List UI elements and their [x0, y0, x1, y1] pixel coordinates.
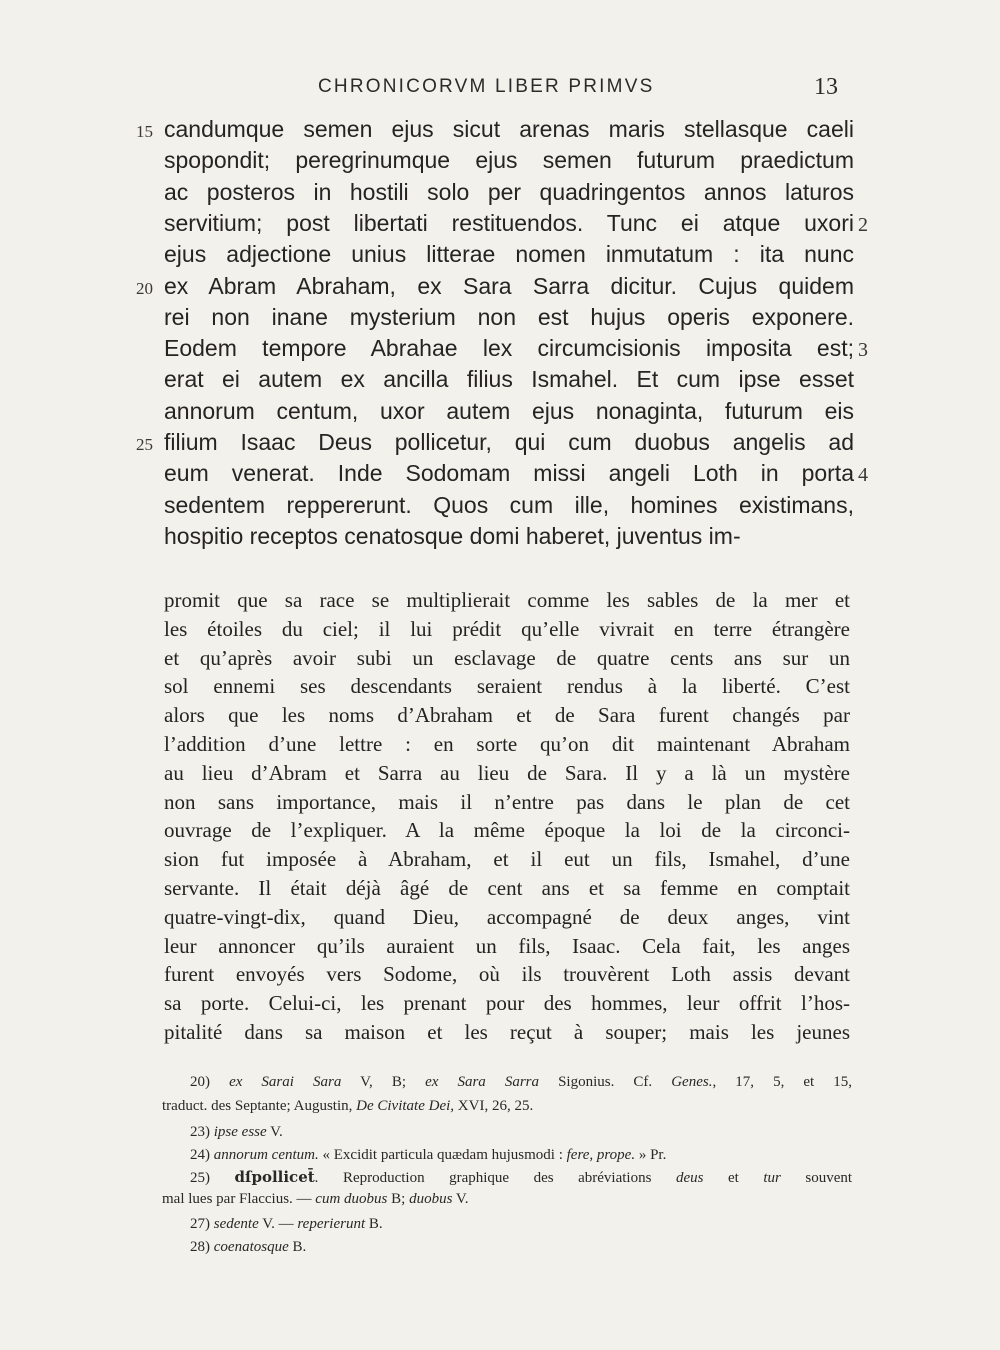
french-text-line: au lieu d’Abram et Sarra au lieu de Sara. Il y a là un mystère — [164, 761, 850, 785]
latin-text-line: filium Isaac Deus pollicetur, qui cum duobus angelis ad — [164, 429, 854, 455]
page-number: 13 — [814, 74, 838, 100]
running-title: CHRONICORVM LIBER PRIMVS — [318, 76, 655, 97]
line-number: 25 — [136, 435, 153, 454]
footnote-20-continued: traduct. des Septante; Augustin, De Civitate Dei, XVI, 26, 25. — [162, 1098, 534, 1114]
latin-text-line: rei non inane mysterium non est hujus operis exponere. — [164, 304, 854, 330]
french-text-line: et qu’après avoir subi un esclavage de quatre cents ans sur un — [164, 646, 850, 670]
latin-text-line: ac posteros in hostili solo per quadringentos annos laturos — [164, 179, 854, 205]
footnote-28: 28) coenatosque B. — [190, 1239, 307, 1255]
latin-text-line: candumque semen ejus sicut arenas maris stellasque caeli — [164, 116, 854, 142]
french-text-line: sa porte. Celui-ci, les prenant pour des hommes, leur offrit l’hos- — [164, 991, 850, 1015]
running-head — [0, 76, 1000, 106]
latin-text-line: sedentem reppererunt. Quos cum ille, homines existimans, — [164, 492, 854, 518]
french-text-line: l’addition d’une lettre : en sorte qu’on dit maintenant Abraham — [164, 732, 850, 756]
footnote-23: 23) ipse esse V. — [190, 1124, 283, 1140]
footnote-24: 24) annorum centum. « Excidit particula quædam hujusmodi : fere, prope. » Pr. — [190, 1147, 667, 1163]
footnote-20: 20) ex Sarai Sara V, B; ex Sara Sarra Sigonius. Cf. Genes., 17, 5, et 15, — [190, 1074, 853, 1090]
abbreviation-glyph: dſpollicet̄ — [234, 1168, 315, 1186]
latin-text-line: Eodem tempore Abrahae lex circumcisionis imposita est; — [164, 335, 854, 361]
section-number: 2 — [858, 214, 868, 236]
latin-text-line: eum venerat. Inde Sodomam missi angeli Loth in porta — [164, 460, 854, 486]
french-text-line: furent envoyés vers Sodome, où ils trouvèrent Loth assis devant — [164, 962, 850, 986]
latin-text-line: hospitio receptos cenatosque domi haberet, juventus im- — [164, 523, 741, 549]
french-text-line: sol ennemi ses descendants seraient rendus à la liberté. C’est — [164, 674, 850, 698]
latin-text-line: erat ei autem ex ancilla filius Ismahel. Et cum ipse esset — [164, 366, 854, 392]
french-text-line: pitalité dans sa maison et les reçut à souper; mais les jeunes — [164, 1020, 850, 1044]
latin-text-line: ex Abram Abraham, ex Sara Sarra dicitur. Cujus quidem — [164, 273, 854, 299]
line-number: 20 — [136, 279, 153, 298]
french-text-line: promit que sa race se multiplierait comme les sables de la mer et — [164, 588, 850, 612]
latin-text-line: ejus adjectione unius litterae nomen inmutatum : ita nunc — [164, 241, 854, 267]
footnote-27: 27) sedente V. — reperierunt B. — [190, 1216, 383, 1232]
french-text-line: quatre-vingt-dix, quand Dieu, accompagné de deux anges, vint — [164, 905, 850, 929]
french-text-line: alors que les noms d’Abraham et de Sara furent changés par — [164, 703, 850, 727]
french-text-line: les étoiles du ciel; il lui prédit qu’elle vivrait en terre étrangère — [164, 617, 850, 641]
line-number: 15 — [136, 122, 153, 141]
section-number: 3 — [858, 339, 868, 361]
french-text-line: ouvrage de l’expliquer. A la même époque la loi de la circonci- — [164, 818, 850, 842]
french-text-line: leur annoncer qu’ils auraient un fils, Isaac. Cela fait, les anges — [164, 934, 850, 958]
latin-text-line: spopondit; peregrinumque ejus semen futurum praedictum — [164, 147, 854, 173]
latin-text-line: annorum centum, uxor autem ejus nonaginta, futurum eis — [164, 398, 854, 424]
section-number: 4 — [858, 464, 868, 486]
french-text-line: sion fut imposée à Abraham, et il eut un fils, Ismahel, d’une — [164, 847, 850, 871]
french-text-line: servante. Il était déjà âgé de cent ans et sa femme en comptait — [164, 876, 850, 900]
latin-text-line: servitium; post libertati restituendos. Tunc ei atque uxori — [164, 210, 854, 236]
footnote-25-continued: mal lues par Flaccius. — cum duobus B; duobus V. — [162, 1191, 469, 1207]
french-text-line: non sans importance, mais il n’entre pas dans le plan de cet — [164, 790, 850, 814]
footnote-25: 25) dſpollicet̄. Reproduction graphique des abréviations deus et tur souvent — [190, 1168, 853, 1186]
